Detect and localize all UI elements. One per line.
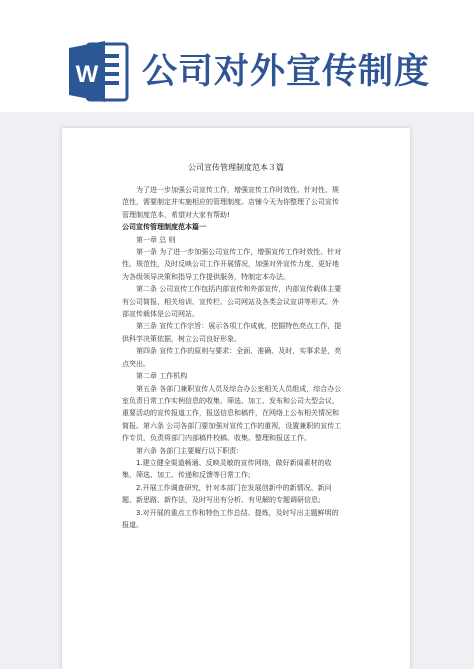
paragraph: 1.建立健全渠道畅通、反映灵敏的宣传网络，做好新闻素材的收集、筛选、加工、传递和反馈等日常工作; (122, 458, 332, 480)
paragraph: 第五条 各部门兼职宣传人员及综合办公室相关人员组成，综合办公室负责日常工作实例信息的收集、筛选、加工、发布和公司大型会议、重要活动的宣传报道工作，报送信息和稿件，在网络上公布相关情况和简报。第六条 公司各部门要加强对宣传工作的重视，设置兼职的宣传工作专员，负责将部门内部稿件校稿、收集、整理和报送工作。 (122, 384, 342, 443)
paragraph: 第二条 公司宣传工作包括内部宣传和外部宣传，内部宣传载体主要有公司简报、相关培训、宣传栏、公司网站及各类会议宣讲等形式。外部宣传载体是公司网站。 (122, 285, 342, 319)
banner (0, 0, 474, 112)
paragraph: 第四条 宣传工作的原则与要求：全面、准确、及时，实事求是，亮点突出。 (122, 347, 342, 368)
paragraph: 第一条 为了进一步加强公司宣传工作，增强宣传工作时效性、针对性、规范性，及时反映公司工作开展情况，加强对外宣传力度，更好地为各级领导决策和指导工作提供服务，特制定本办法。 (122, 248, 342, 281)
word-icon (67, 38, 129, 104)
paragraph: 第一章 总 则 (136, 235, 176, 244)
paragraph: 3.对开展的重点工作和特色工作总结、提炼，及时写出主题鲜明的报道。 (122, 508, 339, 529)
paragraph: 第三条 宣传工作宗旨：展示各项工作成就，挖掘特色亮点工作，提供科学决策依据，树立公司良好形象。 (122, 322, 342, 343)
section-heading: 公司宣传管理制度范本篇一 (122, 223, 206, 232)
paragraph: 2.开展工作调查研究，针对本部门在发展创新中的新情况、新问题、新思路、新作法，及时写出有分析、有见解的专题调研信息; (122, 483, 332, 505)
paragraph: 为了进一步加强公司宣传工作，增强宣传工作时效性、针对性、规范性，需要制定并实施相应的管理制度。店铺今天为你整理了公司宣传管理制度范本，希望对大家有帮助! (122, 186, 339, 219)
document-title: 公司宣传管理制度范本３篇 (188, 163, 284, 172)
svg-text:W: W (75, 61, 99, 88)
document-page (62, 128, 410, 669)
paragraph: 第六条 各部门主要履行以下职责： (136, 446, 244, 455)
banner-title: 公司对外宣传制度 (142, 52, 431, 92)
paragraph: 第二章 工作机构 (136, 372, 188, 381)
document-body (122, 184, 344, 531)
